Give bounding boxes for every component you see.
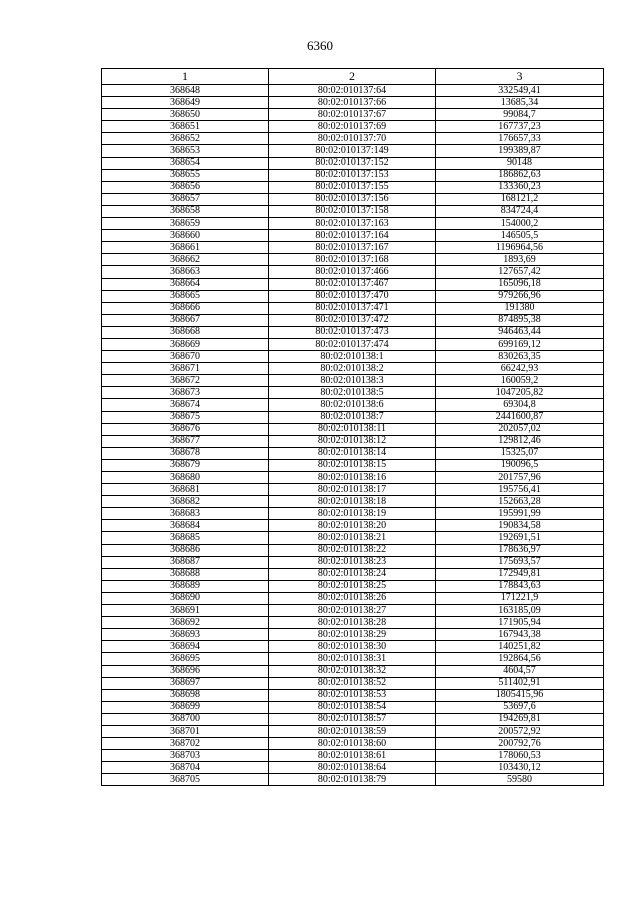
- table-row: [102, 181, 604, 193]
- table-row: [102, 157, 604, 169]
- value-cell: 2441600,87: [436, 411, 604, 423]
- cadastral-number-cell: 80:02:010138:19: [269, 508, 436, 520]
- value-cell: 127657,42: [436, 266, 604, 278]
- row-number-cell: 368659: [102, 218, 269, 230]
- table-row: [102, 411, 604, 423]
- table-row: [102, 290, 604, 302]
- value-cell: 202057,02: [436, 423, 604, 435]
- value-cell: 201757,96: [436, 472, 604, 484]
- row-number-cell: 368689: [102, 580, 269, 592]
- cadastral-number-cell: 80:02:010138:20: [269, 520, 436, 532]
- value-cell: 190834,58: [436, 520, 604, 532]
- cadastral-number-cell: 80:02:010137:149: [269, 145, 436, 157]
- value-cell: 511402,91: [436, 677, 604, 689]
- value-cell: 103430,12: [436, 762, 604, 774]
- value-cell: 175693,57: [436, 556, 604, 568]
- row-number-cell: 368658: [102, 205, 269, 217]
- value-cell: 15325,07: [436, 447, 604, 459]
- cadastral-number-cell: 80:02:010138:25: [269, 580, 436, 592]
- table-row: [102, 689, 604, 701]
- table-row: [102, 556, 604, 568]
- value-cell: 946463,44: [436, 326, 604, 338]
- value-cell: 171221,9: [436, 592, 604, 604]
- cadastral-number-cell: 80:02:010137:471: [269, 302, 436, 314]
- value-cell: 4604,57: [436, 665, 604, 677]
- value-cell: 1047205,82: [436, 387, 604, 399]
- row-number-cell: 368687: [102, 556, 269, 568]
- value-cell: 874895,38: [436, 314, 604, 326]
- table-row: [102, 97, 604, 109]
- row-number-cell: 368660: [102, 230, 269, 242]
- row-number-cell: 368680: [102, 472, 269, 484]
- table-row: [102, 484, 604, 496]
- table-row: [102, 713, 604, 725]
- row-number-cell: 368690: [102, 592, 269, 604]
- table-row: [102, 701, 604, 713]
- row-number-cell: 368702: [102, 738, 269, 750]
- column-header-1: 1: [102, 69, 269, 85]
- row-number-cell: 368685: [102, 532, 269, 544]
- value-cell: 13685,34: [436, 97, 604, 109]
- value-cell: 178843,63: [436, 580, 604, 592]
- row-number-cell: 368662: [102, 254, 269, 266]
- value-cell: 178636,97: [436, 544, 604, 556]
- value-cell: 146505,5: [436, 230, 604, 242]
- table-row: [102, 363, 604, 375]
- row-number-cell: 368677: [102, 435, 269, 447]
- value-cell: 699169,12: [436, 338, 604, 350]
- row-number-cell: 368678: [102, 447, 269, 459]
- cadastral-number-cell: 80:02:010138:29: [269, 629, 436, 641]
- table-row: [102, 326, 604, 338]
- cadastral-number-cell: 80:02:010138:32: [269, 665, 436, 677]
- cadastral-number-cell: 80:02:010138:61: [269, 750, 436, 762]
- cadastral-number-cell: 80:02:010138:27: [269, 605, 436, 617]
- table-row: [102, 472, 604, 484]
- value-cell: 190096,5: [436, 459, 604, 471]
- cadastral-number-cell: 80:02:010137:466: [269, 266, 436, 278]
- cadastral-number-cell: 80:02:010137:473: [269, 326, 436, 338]
- row-number-cell: 368682: [102, 496, 269, 508]
- cadastral-number-cell: 80:02:010138:2: [269, 363, 436, 375]
- value-cell: 53697,6: [436, 701, 604, 713]
- cadastral-number-cell: 80:02:010138:54: [269, 701, 436, 713]
- cadastral-number-cell: 80:02:010138:31: [269, 653, 436, 665]
- value-cell: 168121,2: [436, 193, 604, 205]
- row-number-cell: 368652: [102, 133, 269, 145]
- row-number-cell: 368703: [102, 750, 269, 762]
- table-body: [102, 85, 604, 786]
- cadastral-number-cell: 80:02:010138:3: [269, 375, 436, 387]
- row-number-cell: 368655: [102, 169, 269, 181]
- cadastral-number-cell: 80:02:010137:152: [269, 157, 436, 169]
- row-number-cell: 368666: [102, 302, 269, 314]
- row-number-cell: 368654: [102, 157, 269, 169]
- table-row: [102, 641, 604, 653]
- row-number-cell: 368664: [102, 278, 269, 290]
- value-cell: 172949,81: [436, 568, 604, 580]
- table-row: [102, 109, 604, 121]
- row-number-cell: 368661: [102, 242, 269, 254]
- cadastral-number-cell: 80:02:010137:64: [269, 85, 436, 97]
- row-number-cell: 368695: [102, 653, 269, 665]
- cadastral-number-cell: 80:02:010138:5: [269, 387, 436, 399]
- table-row: [102, 665, 604, 677]
- table-row: [102, 617, 604, 629]
- table-row: [102, 544, 604, 556]
- table-row: [102, 266, 604, 278]
- cadastral-number-cell: 80:02:010138:59: [269, 725, 436, 737]
- value-cell: 199389,87: [436, 145, 604, 157]
- cadastral-number-cell: 80:02:010138:11: [269, 423, 436, 435]
- cadastral-number-cell: 80:02:010137:467: [269, 278, 436, 290]
- table-row: [102, 762, 604, 774]
- cadastral-number-cell: 80:02:010138:7: [269, 411, 436, 423]
- row-number-cell: 368693: [102, 629, 269, 641]
- table-row: [102, 508, 604, 520]
- row-number-cell: 368701: [102, 725, 269, 737]
- value-cell: 332549,41: [436, 85, 604, 97]
- table-row: [102, 254, 604, 266]
- table-row: [102, 605, 604, 617]
- table-row: [102, 375, 604, 387]
- value-cell: 154000,2: [436, 218, 604, 230]
- cadastral-number-cell: 80:02:010137:155: [269, 181, 436, 193]
- cadastral-number-cell: 80:02:010138:15: [269, 459, 436, 471]
- cadastral-number-cell: 80:02:010137:164: [269, 230, 436, 242]
- row-number-cell: 368648: [102, 85, 269, 97]
- column-header-2: 2: [269, 69, 436, 85]
- table-row: [102, 435, 604, 447]
- value-cell: 59580: [436, 774, 604, 786]
- row-number-cell: 368670: [102, 351, 269, 363]
- table-row: [102, 592, 604, 604]
- cadastral-number-cell: 80:02:010138:79: [269, 774, 436, 786]
- cadastral-number-cell: 80:02:010138:53: [269, 689, 436, 701]
- table-row: [102, 302, 604, 314]
- value-cell: 160059,2: [436, 375, 604, 387]
- table-row: [102, 205, 604, 217]
- cadastral-number-cell: 80:02:010138:52: [269, 677, 436, 689]
- value-cell: 192691,51: [436, 532, 604, 544]
- row-number-cell: 368671: [102, 363, 269, 375]
- table-row: [102, 133, 604, 145]
- cadastral-number-cell: 80:02:010138:22: [269, 544, 436, 556]
- table-row: [102, 629, 604, 641]
- table-row: [102, 750, 604, 762]
- cadastral-number-cell: 80:02:010138:21: [269, 532, 436, 544]
- value-cell: 140251,82: [436, 641, 604, 653]
- row-number-cell: 368657: [102, 193, 269, 205]
- row-number-cell: 368650: [102, 109, 269, 121]
- value-cell: 129812,46: [436, 435, 604, 447]
- value-cell: 69304,8: [436, 399, 604, 411]
- row-number-cell: 368681: [102, 484, 269, 496]
- table-row: [102, 218, 604, 230]
- table-row: [102, 532, 604, 544]
- table-row: [102, 278, 604, 290]
- row-number-cell: 368669: [102, 338, 269, 350]
- table-row: [102, 568, 604, 580]
- cadastral-number-cell: 80:02:010138:6: [269, 399, 436, 411]
- row-number-cell: 368683: [102, 508, 269, 520]
- value-cell: 195991,99: [436, 508, 604, 520]
- cadastral-number-cell: 80:02:010137:163: [269, 218, 436, 230]
- value-cell: 167737,23: [436, 121, 604, 133]
- value-cell: 171905,94: [436, 617, 604, 629]
- table-row: [102, 387, 604, 399]
- row-number-cell: 368704: [102, 762, 269, 774]
- table-row: [102, 774, 604, 786]
- header-row: [102, 69, 604, 85]
- cadastral-number-cell: 80:02:010138:16: [269, 472, 436, 484]
- row-number-cell: 368691: [102, 605, 269, 617]
- cadastral-number-cell: 80:02:010138:23: [269, 556, 436, 568]
- table-row: [102, 145, 604, 157]
- cadastral-number-cell: 80:02:010137:470: [269, 290, 436, 302]
- row-number-cell: 368688: [102, 568, 269, 580]
- row-number-cell: 368698: [102, 689, 269, 701]
- table-row: [102, 399, 604, 411]
- value-cell: 99084,7: [436, 109, 604, 121]
- value-cell: 167943,38: [436, 629, 604, 641]
- cadastral-number-cell: 80:02:010137:66: [269, 97, 436, 109]
- value-cell: 165096,18: [436, 278, 604, 290]
- row-number-cell: 368699: [102, 701, 269, 713]
- cadastral-number-cell: 80:02:010138:64: [269, 762, 436, 774]
- row-number-cell: 368697: [102, 677, 269, 689]
- table-row: [102, 520, 604, 532]
- value-cell: 830263,35: [436, 351, 604, 363]
- cadastral-number-cell: 80:02:010137:153: [269, 169, 436, 181]
- cadastral-number-cell: 80:02:010138:1: [269, 351, 436, 363]
- cadastral-number-cell: 80:02:010137:472: [269, 314, 436, 326]
- value-cell: 1805415,96: [436, 689, 604, 701]
- table-row: [102, 193, 604, 205]
- row-number-cell: 368692: [102, 617, 269, 629]
- value-cell: 192864,56: [436, 653, 604, 665]
- table-row: [102, 677, 604, 689]
- table-row: [102, 725, 604, 737]
- table-row: [102, 447, 604, 459]
- cadastral-number-cell: 80:02:010137:67: [269, 109, 436, 121]
- value-cell: 186862,63: [436, 169, 604, 181]
- table-row: [102, 338, 604, 350]
- row-number-cell: 368696: [102, 665, 269, 677]
- cadastral-number-cell: 80:02:010138:24: [269, 568, 436, 580]
- table-row: [102, 242, 604, 254]
- value-cell: 195756,41: [436, 484, 604, 496]
- cadastral-number-cell: 80:02:010138:28: [269, 617, 436, 629]
- table-row: [102, 459, 604, 471]
- row-number-cell: 368672: [102, 375, 269, 387]
- cadastral-number-cell: 80:02:010137:158: [269, 205, 436, 217]
- row-number-cell: 368663: [102, 266, 269, 278]
- cadastral-number-cell: 80:02:010137:70: [269, 133, 436, 145]
- column-header-3: 3: [436, 69, 604, 85]
- row-number-cell: 368665: [102, 290, 269, 302]
- cadastral-number-cell: 80:02:010138:60: [269, 738, 436, 750]
- row-number-cell: 368676: [102, 423, 269, 435]
- row-number-cell: 368673: [102, 387, 269, 399]
- row-number-cell: 368679: [102, 459, 269, 471]
- value-cell: 90148: [436, 157, 604, 169]
- value-cell: 176657,33: [436, 133, 604, 145]
- row-number-cell: 368686: [102, 544, 269, 556]
- row-number-cell: 368668: [102, 326, 269, 338]
- value-cell: 1893,69: [436, 254, 604, 266]
- value-cell: 178060,53: [436, 750, 604, 762]
- row-number-cell: 368684: [102, 520, 269, 532]
- data-table: [101, 68, 604, 786]
- value-cell: 66242,93: [436, 363, 604, 375]
- table-row: [102, 580, 604, 592]
- row-number-cell: 368700: [102, 713, 269, 725]
- row-number-cell: 368649: [102, 97, 269, 109]
- table-row: [102, 314, 604, 326]
- table-row: [102, 230, 604, 242]
- table-row: [102, 738, 604, 750]
- table-row: [102, 423, 604, 435]
- table-row: [102, 351, 604, 363]
- value-cell: 194269,81: [436, 713, 604, 725]
- table-header: [102, 69, 604, 85]
- row-number-cell: 368653: [102, 145, 269, 157]
- value-cell: 200792,76: [436, 738, 604, 750]
- value-cell: 979266,96: [436, 290, 604, 302]
- value-cell: 163185,09: [436, 605, 604, 617]
- page-number: 6360: [307, 38, 333, 53]
- row-number-cell: 368674: [102, 399, 269, 411]
- table-row: [102, 121, 604, 133]
- cadastral-number-cell: 80:02:010138:17: [269, 484, 436, 496]
- cadastral-number-cell: 80:02:010137:69: [269, 121, 436, 133]
- row-number-cell: 368694: [102, 641, 269, 653]
- table-row: [102, 653, 604, 665]
- value-cell: 191380: [436, 302, 604, 314]
- row-number-cell: 368651: [102, 121, 269, 133]
- cadastral-number-cell: 80:02:010138:26: [269, 592, 436, 604]
- value-cell: 1196964,56: [436, 242, 604, 254]
- value-cell: 133360,23: [436, 181, 604, 193]
- cadastral-number-cell: 80:02:010138:30: [269, 641, 436, 653]
- table-row: [102, 169, 604, 181]
- cadastral-number-cell: 80:02:010137:156: [269, 193, 436, 205]
- row-number-cell: 368656: [102, 181, 269, 193]
- table-row: [102, 85, 604, 97]
- cadastral-number-cell: 80:02:010137:474: [269, 338, 436, 350]
- cadastral-number-cell: 80:02:010138:12: [269, 435, 436, 447]
- row-number-cell: 368667: [102, 314, 269, 326]
- row-number-cell: 368675: [102, 411, 269, 423]
- value-cell: 200572,92: [436, 725, 604, 737]
- row-number-cell: 368705: [102, 774, 269, 786]
- value-cell: 834724,4: [436, 205, 604, 217]
- cadastral-number-cell: 80:02:010138:14: [269, 447, 436, 459]
- cadastral-number-cell: 80:02:010137:168: [269, 254, 436, 266]
- cadastral-number-cell: 80:02:010138:57: [269, 713, 436, 725]
- cadastral-number-cell: 80:02:010137:167: [269, 242, 436, 254]
- table-row: [102, 496, 604, 508]
- cadastral-number-cell: 80:02:010138:18: [269, 496, 436, 508]
- value-cell: 152663,28: [436, 496, 604, 508]
